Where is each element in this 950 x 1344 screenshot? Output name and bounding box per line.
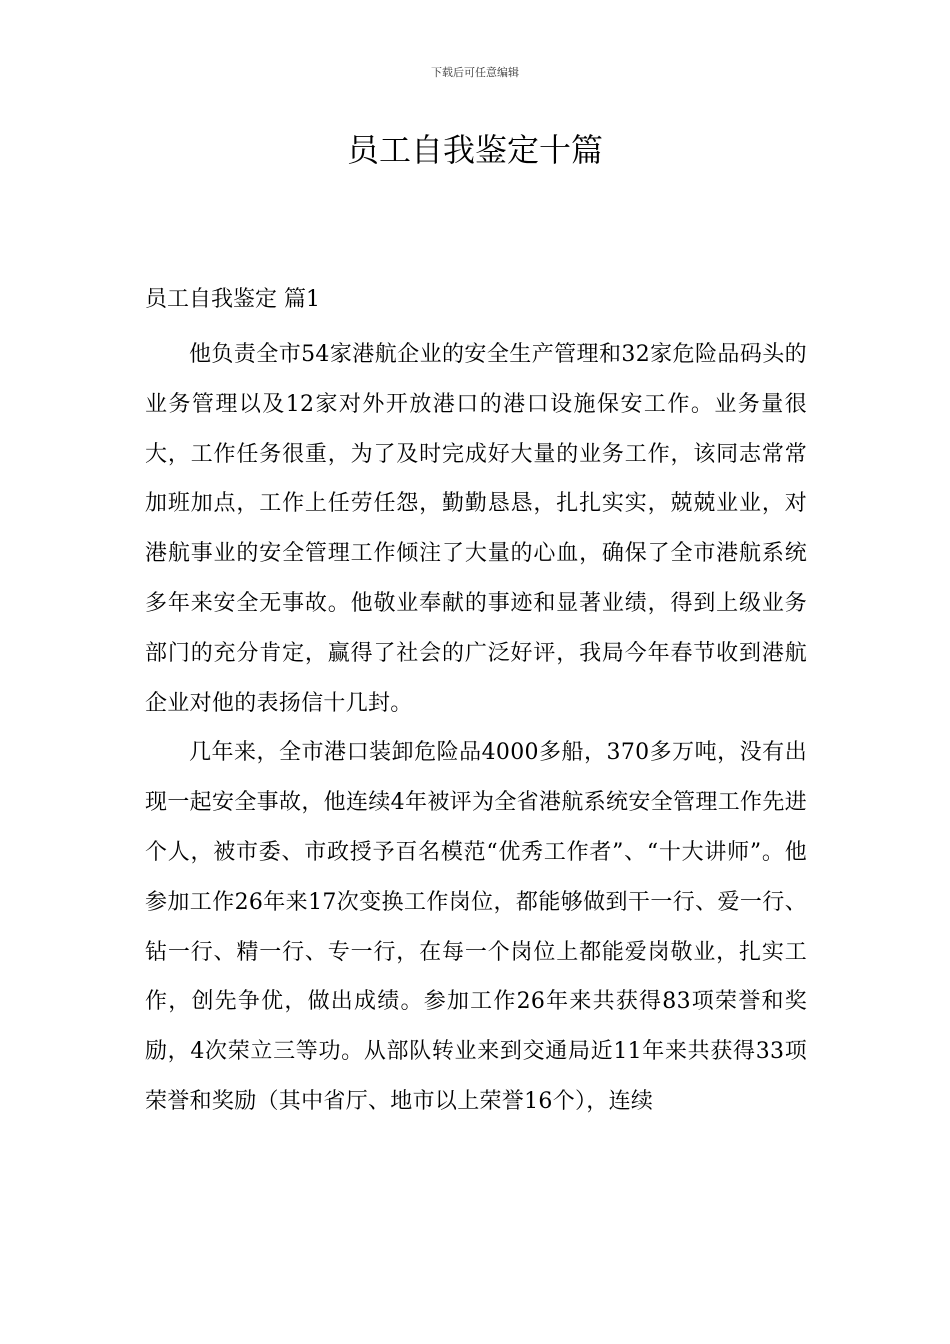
paragraph: 他负责全市54家港航企业的安全生产管理和32家危险品码头的业务管理以及12家对外开放港口的港口设施保安工作。业务量很大，工作任务很重，为了及时完成好大量的业务工作，该同志常常加班加点，工作上任劳任怨，勤勤恳恳，扎扎实实，兢兢业业，对港航事业的安全管理工作倾注了大量的心血，确保了全市港航系统多年来安全无事故。他敬业奉献的事迹和显著业绩，得到上级业务部门的充分肯定，赢得了社会的广泛好评，我局今年春节收到港航企业对他的表扬信十几封。 [145,342,807,716]
body-text [145,330,807,1127]
paragraph: 几年来，全市港口装卸危险品4000多船，370多万吨，没有出现一起安全事故，他连续4年被评为全省港航系统安全管理工作先进个人，被市委、市政授予百名模范“优秀工作者”、“十大讲师”。他参加工作26年来17次变换工作岗位，都能够做到干一行、爱一行、钻一行、精一行、专一行，在每一个岗位上都能爱岗敬业，扎实工作，创先争优，做出成绩。参加工作26年来共获得83项荣誉和奖励，4次荣立三等功。从部队转业来到交通局近11年来共获得33项荣誉和奖励（其中省厅、地市以上荣誉16个），连续 [145,740,807,1114]
header-note: 下载后可任意编辑 [431,66,519,79]
document-title: 员工自我鉴定十篇 [346,131,603,169]
section-heading: 员工自我鉴定 篇1 [145,287,320,312]
